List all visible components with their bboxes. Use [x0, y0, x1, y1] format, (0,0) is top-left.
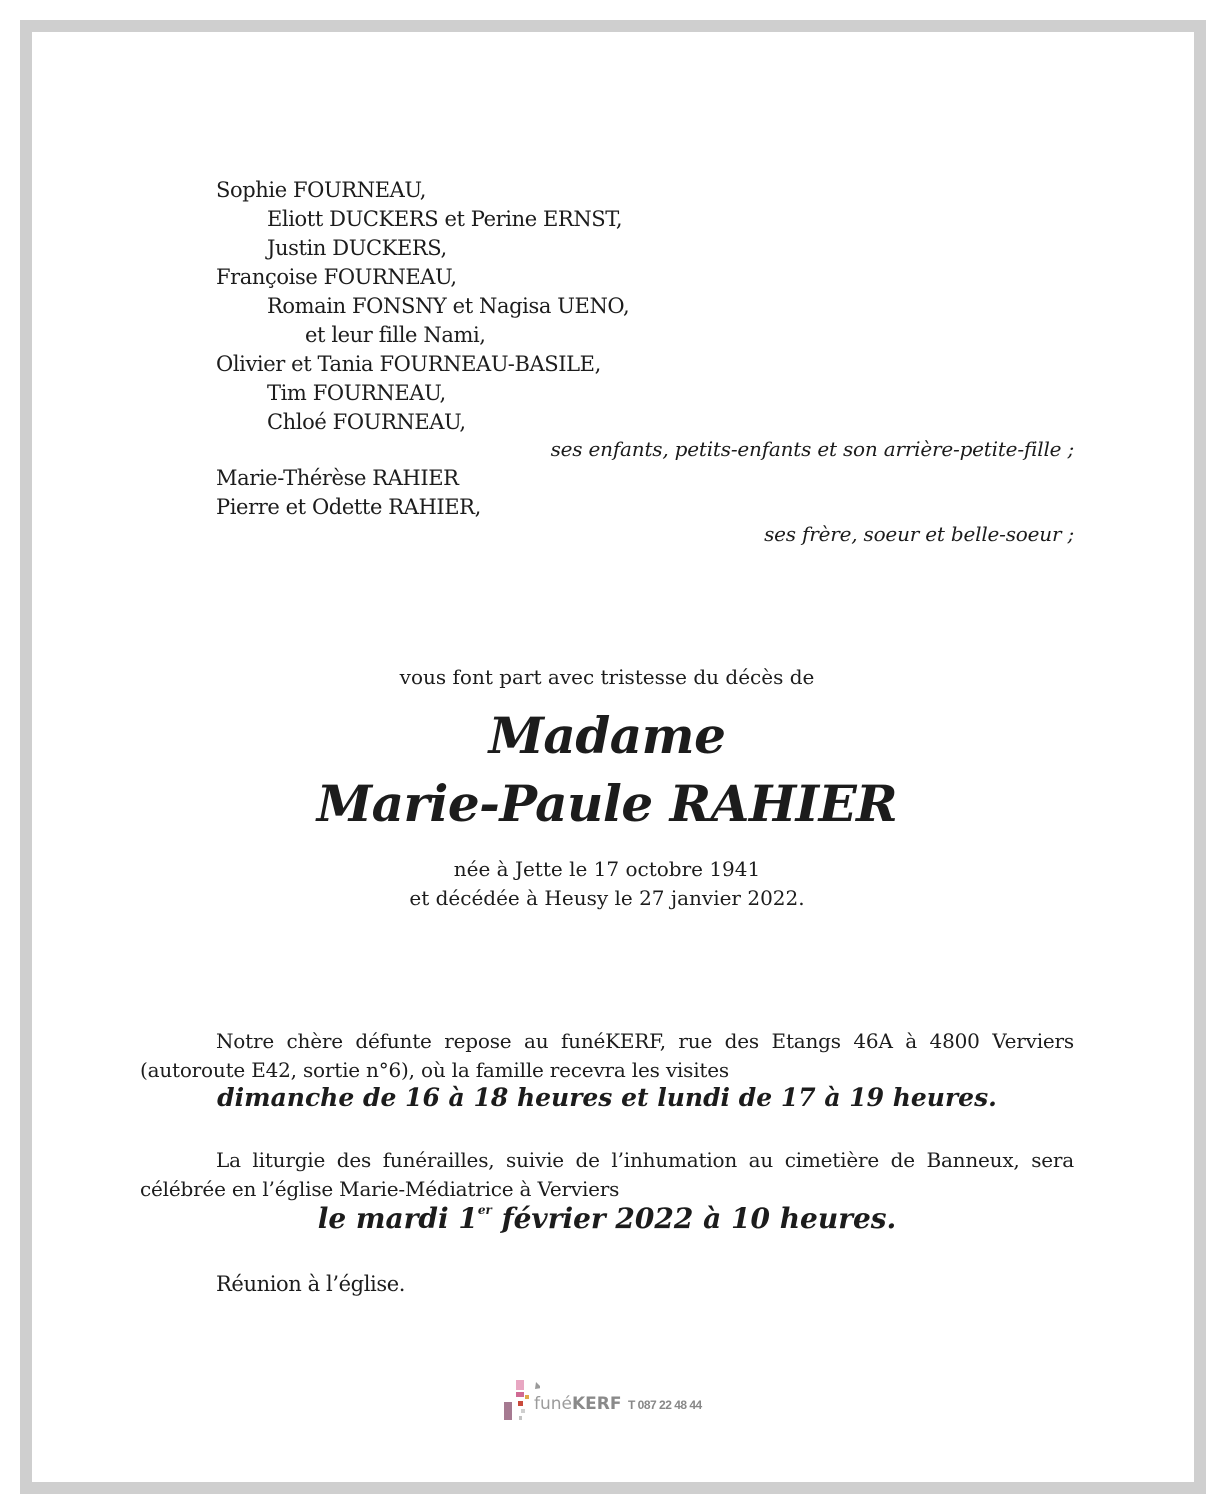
family-member: Sophie FOURNEAU,	[216, 178, 427, 202]
birth-date: née à Jette le 17 octobre 1941	[453, 857, 761, 881]
funeral-paragraph	[140, 1146, 1074, 1204]
meeting-note: Réunion à l’église.	[216, 1272, 406, 1296]
death-date: et décédée à Heusy le 27 janvier 2022.	[409, 886, 805, 910]
family-member: Tim FOURNEAU,	[267, 381, 446, 405]
visiting-hours: dimanche de 16 à 18 heures et lundi de 17 à 19 heures.	[217, 1083, 997, 1112]
logo-brand-b: KERF	[572, 1394, 622, 1414]
visits-paragraph	[140, 1027, 1074, 1085]
family-member: Françoise FOURNEAU,	[216, 265, 457, 289]
family-member: Olivier et Tania FOURNEAU-BASILE,	[216, 352, 601, 376]
funeral-text-line: La liturgie des funérailles, suivie de l’inhumation au cimetière de Banneux, sera	[216, 1148, 1074, 1172]
relation-note: ses frère, soeur et belle-soeur ;	[764, 522, 1074, 546]
visits-text-line: (autoroute E42, sortie n°6), où la famille recevra les visites	[140, 1058, 729, 1082]
relation-note: ses enfants, petits-enfants et son arrière-petite-fille ;	[550, 437, 1074, 461]
funeral-date-part: février 2022 à 10 heures.	[491, 1202, 897, 1235]
family-member: Chloé FOURNEAU,	[267, 410, 466, 434]
funeral-date	[0, 1202, 1214, 1235]
funeral-date-part: le mardi 1	[317, 1202, 478, 1235]
family-member: Eliott DUCKERS et Perine ERNST,	[267, 207, 623, 231]
announcement-intro: vous font part avec tristesse du décès de	[399, 665, 815, 689]
family-member: Romain FONSNY et Nagisa UENO,	[267, 294, 630, 318]
family-member: et leur fille Nami,	[305, 323, 486, 347]
funeral-text-line: célébrée en l’église Marie-Médiatrice à Verviers	[140, 1177, 620, 1201]
funekerf-logo	[500, 1378, 720, 1422]
family-member: Justin DUCKERS,	[267, 236, 447, 260]
funeral-date-ordinal: er	[477, 1203, 492, 1217]
logo-brand-a: funé	[534, 1394, 572, 1414]
logo-phone: T 087 22 48 44	[628, 1398, 702, 1412]
family-member: Marie-Thérèse RAHIER	[216, 466, 459, 490]
visits-text-line: Notre chère défunte repose au funéKERF, rue des Etangs 46A à 4800 Verviers	[216, 1029, 1074, 1053]
deceased-name: Marie-Paule RAHIER	[316, 774, 898, 833]
deceased-title: Madame	[488, 706, 726, 765]
family-member: Pierre et Odette RAHIER,	[216, 495, 481, 519]
logo-brand	[534, 1394, 622, 1414]
